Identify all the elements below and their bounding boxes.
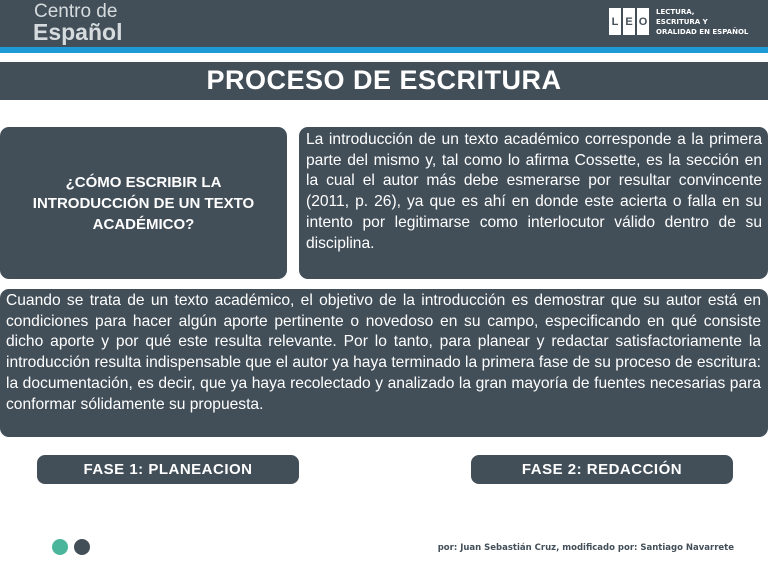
logo-line-1: Centro de <box>34 1 118 22</box>
leo-description <box>656 7 766 37</box>
nav-dot-2[interactable] <box>74 539 90 555</box>
phase-1-button[interactable]: FASE 1: PLANEACION <box>37 455 299 484</box>
header-bar <box>0 0 768 47</box>
intro-card <box>299 127 768 279</box>
leo-letter-o: O <box>637 8 649 35</box>
leo-desc-line-1: LECTURA, <box>656 8 695 16</box>
intro-paragraph: La introducción de un texto académico corresponde a la primera parte del mismo y, tal como lo afirma Cossette, es la sección en la cual el autor más debe esmerarse por resultar convincente (2011, p. 26), ya que es ahí en donde este acierta o falla en su intento por legitimarse como interlocutor válido dentro de su disciplina. <box>306 131 762 252</box>
leo-desc-line-2: ESCRITURA Y <box>656 18 708 26</box>
header-accent-bar <box>0 47 768 53</box>
leo-logo-icon <box>609 8 649 35</box>
body-paragraph: Cuando se trata de un texto académico, el objetivo de la introducción es demostrar que su autor está en condiciones para hacer algún aporte pertinente o novedoso en su campo, especificando en qué consiste dicho aporte y por qué este resulta relevante. Por lo tanto, para planear y redactar satisfactoriamente la introducción resulta indispensable que el autor ya haya terminado la primera fase de su proceso de escritura: la documentación, es decir, que ya haya recolectado y analizado la gran mayoría de fuentes necesarias para conformar sólidamente su propuesta. <box>6 292 761 413</box>
title-band <box>0 62 768 100</box>
footer-credits: por: Juan Sebastián Cruz, modificado por: Santiago Navarrete <box>437 543 734 553</box>
page-title: PROCESO DE ESCRITURA <box>206 65 562 95</box>
question-card <box>0 127 287 279</box>
body-card <box>0 289 768 437</box>
leo-letter-l: L <box>609 8 621 35</box>
leo-letter-e: E <box>623 8 635 35</box>
nav-dot-1[interactable] <box>52 539 68 555</box>
leo-desc-line-3: ORALIDAD EN ESPAÑOL <box>656 28 749 36</box>
phase-2-button[interactable]: FASE 2: REDACCIÓN <box>471 455 733 484</box>
logo-line-2: Español <box>33 19 123 45</box>
question-text: ¿CÓMO ESCRIBIR LA INTRODUCCIÓN DE UN TEXTO ACADÉMICO? <box>32 173 255 233</box>
